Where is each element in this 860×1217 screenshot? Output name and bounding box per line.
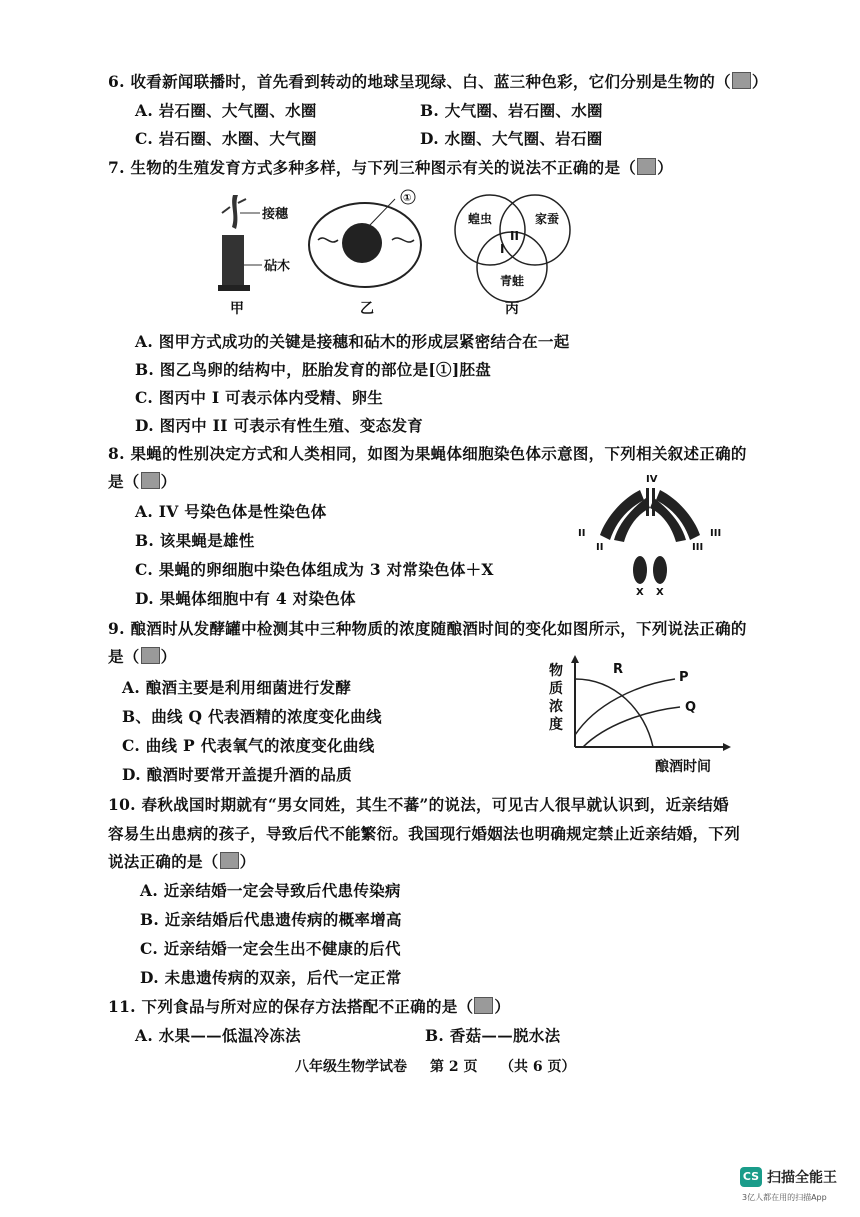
ylabel-3: 浓 (549, 699, 563, 715)
fermentation-graph (545, 655, 735, 780)
q9-option-c: C. 曲线 P 代表氧气的浓度变化曲线 (122, 736, 375, 755)
chrom-x-label-2: X (656, 587, 664, 598)
watermark-name: 扫描全能王 (767, 1170, 837, 1186)
curve-p (575, 679, 675, 735)
q11-option-a: A. 水果——低温冷冻法 (135, 1026, 301, 1045)
camscanner-logo-icon: CS (740, 1167, 762, 1187)
q9-stem2: 是（ ） (108, 647, 177, 666)
q11-stem: 11. 下列食品与所对应的保存方法搭配不正确的是（ ） (108, 997, 511, 1016)
ylabel-1: 物 (549, 663, 563, 679)
q10-option-c: C. 近亲结婚一定会生出不健康的后代 (140, 939, 401, 958)
q9-stem: 9. 酿酒时从发酵罐中检测其中三种物质的浓度随酿酒时间的变化如图所示，下列说法正确的 (108, 619, 747, 638)
venn-frog: 青蛙 (500, 274, 525, 288)
egg-figure (309, 190, 421, 317)
q10-option-a: A. 近亲结婚一定会导致后代患传染病 (140, 881, 401, 900)
q7-option-b: B. 图乙鸟卵的结构中，胚胎发育的部位是[①]胚盘 (135, 360, 492, 379)
curve-q-label: Q (685, 700, 697, 715)
ylabel-4: 度 (549, 717, 563, 733)
q7-stem: 7. 生物的生殖发育方式多种多样，与下列三种图示有关的说法不正确的是（ ） (108, 158, 673, 177)
q7-option-d: D. 图丙中 II 可表示有性生殖、变态发育 (135, 416, 424, 435)
venn-region-ii: II (510, 229, 519, 243)
footer-total: （共 6 页） (500, 1059, 576, 1075)
q10-option-b: B. 近亲结婚后代患遗传病的概率增高 (140, 910, 402, 929)
q10-option-d: D. 未患遗传病的双亲，后代一定正常 (140, 968, 402, 987)
venn-figure (455, 195, 570, 317)
venn-silkworm: 家蚕 (535, 212, 560, 226)
chrom-ii-label-2: II (596, 542, 604, 553)
q9-option-a: A. 酿酒主要是利用细菌进行发酵 (122, 678, 352, 697)
chrom-iii-label-1: III (692, 542, 704, 553)
footer-title: 八年级生物学试卷 (295, 1059, 407, 1075)
q6-option-c: C. 岩石圈、水圈、大气圈 (135, 129, 317, 148)
q10-stem2: 容易生出患病的孩子，导致后代不能繁衍。我国现行婚姻法也明确规定禁止近亲结婚，下列 (108, 824, 741, 843)
footer-page: 第 2 页 (430, 1059, 478, 1075)
answer-box (474, 997, 493, 1014)
answer-box (732, 72, 751, 89)
fig-bing-label: 丙 (505, 301, 519, 317)
q7-option-a: A. 图甲方式成功的关键是接穗和砧木的形成层紧密结合在一起 (135, 332, 570, 351)
q9-option-b: B、曲线 Q 代表酒精的浓度变化曲线 (122, 707, 382, 726)
chrom-iii-label-2: III (710, 528, 722, 539)
venn-locust: 蝗虫 (468, 212, 493, 226)
q9-option-d: D. 酿酒时要常开盖提升酒的品质 (122, 765, 352, 784)
q7-option-c: C. 图丙中 I 可表示体内受精、卵生 (135, 388, 384, 407)
q6-option-a: A. 岩石圈、大气圈、水圈 (135, 101, 317, 120)
answer-box (141, 647, 160, 664)
q8-option-d: D. 果蝇体细胞中有 4 对染色体 (135, 589, 356, 608)
chrom-x-label-1: X (636, 587, 644, 598)
answer-box (220, 852, 239, 869)
q10-stem3: 说法正确的是（ ） (108, 852, 256, 871)
q8-option-a: A. IV 号染色体是性染色体 (135, 502, 327, 521)
chromosome-figure (570, 470, 730, 600)
q8-option-c: C. 果蝇的卵细胞中染色体组成为 3 对常染色体＋X (135, 560, 494, 579)
fig-jia-label: 甲 (230, 301, 244, 317)
fig-yi-label: 乙 (360, 301, 374, 317)
curve-r (575, 679, 653, 747)
curve-q (583, 707, 680, 747)
q8-option-b: B. 该果蝇是雄性 (135, 531, 255, 550)
q6-stem: 6. 收看新闻联播时，首先看到转动的地球呈现绿、白、蓝三种色彩，它们分别是生物的（ ） (108, 72, 768, 91)
ylabel-2: 质 (549, 681, 563, 697)
chrom-iv-label: IV (646, 474, 658, 485)
q8-stem2: 是（ ） (108, 472, 177, 491)
answer-box (141, 472, 160, 489)
curve-p-label: P (679, 670, 689, 685)
scion-label: 接穗 (262, 207, 289, 222)
q11-option-b: B. 香菇——脱水法 (425, 1026, 561, 1045)
xlabel: 酿酒时间 (655, 759, 711, 775)
yolk-label: ① (403, 193, 412, 204)
stock-label: 砧木 (264, 259, 291, 274)
q10-stem1: 10. 春秋战国时期就有“男女同姓，其生不蕃”的说法，可见古人很早就认识到，近亲结婚 (108, 795, 729, 814)
q8-stem: 8. 果蝇的性别决定方式和人类相同，如图为果蝇体细胞染色体示意图，下列相关叙述正确的 (108, 444, 747, 463)
watermark-sub: 3亿人都在用的扫描App (742, 1193, 827, 1202)
answer-box (637, 158, 656, 175)
q6-option-d: D. 水圈、大气圈、岩石圈 (420, 129, 603, 148)
q7-figures (200, 185, 580, 320)
q6-option-b: B. 大气圈、岩石圈、水圈 (420, 101, 603, 120)
venn-region-i: I (500, 242, 505, 256)
grafting-figure (218, 195, 290, 317)
curve-r-label: R (613, 662, 624, 677)
chrom-ii-label-1: II (578, 528, 586, 539)
